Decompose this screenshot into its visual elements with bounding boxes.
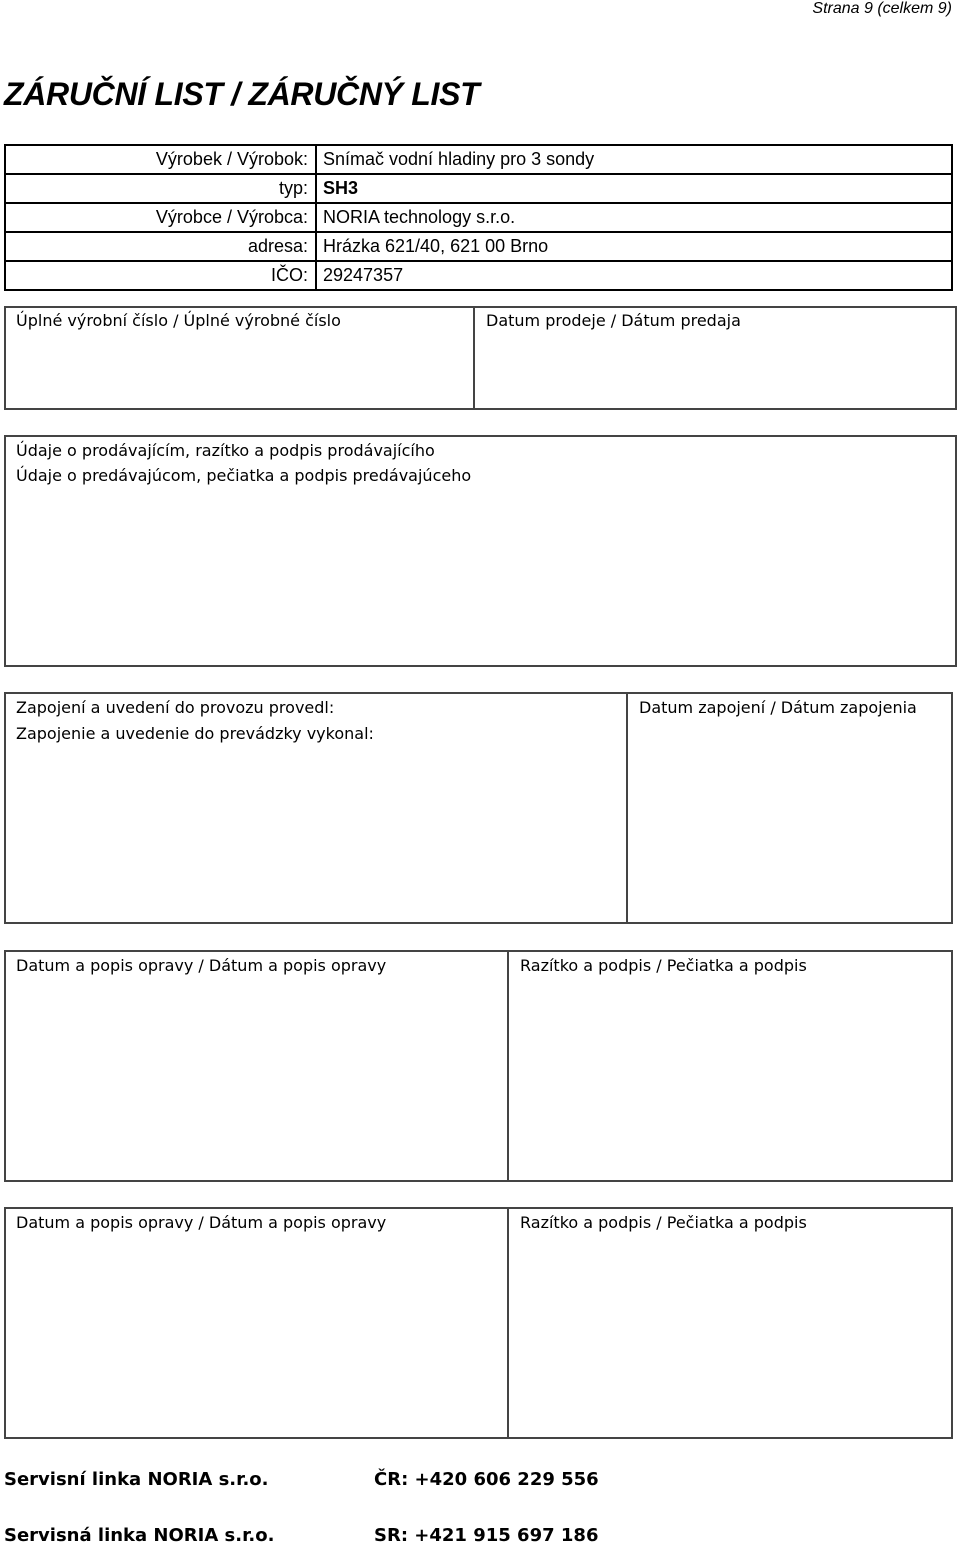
manufacturer-label: Výrobce / Výrobca: (6, 204, 317, 231)
sale-date-field-label: Datum prodeje / Dátum predaja (486, 311, 741, 330)
repair-field-label-1: Datum a popis opravy / Dátum a popis opravy (16, 956, 387, 975)
ico-row (6, 262, 951, 289)
type-label: typ: (6, 175, 317, 202)
type-row (6, 175, 951, 204)
manufacturer-value: NORIA technology s.r.o. (323, 207, 516, 227)
address-label: adresa: (6, 233, 317, 260)
type-value: SH3 (323, 178, 359, 198)
repair-divider-1 (507, 950, 509, 1182)
stamp-field-label-1: Razítko a podpis / Pečiatka a podpis (520, 956, 807, 975)
ico-value: 29247357 (323, 265, 404, 285)
installation-divider (626, 692, 628, 924)
product-info-table (4, 144, 953, 291)
page-title: ZÁRUČNÍ LIST / ZÁRUČNÝ LIST (4, 76, 480, 112)
product-row (6, 146, 951, 175)
page-number: Strana 9 (celkem 9) (812, 0, 952, 17)
ico-label: IČO: (6, 262, 317, 289)
repair-divider-2 (507, 1207, 509, 1439)
installation-field-label-cz: Zapojení a uvedení do provozu provedl: (16, 698, 335, 717)
service-line-cz-label: Servisní linka NORIA s.r.o. (4, 1469, 269, 1490)
serial-sale-divider (473, 306, 475, 410)
address-value: Hrázka 621/40, 621 00 Brno (323, 236, 549, 256)
installation-field-label-sk: Zapojenie a uvedenie do prevádzky vykonal: (16, 724, 374, 743)
address-row (6, 233, 951, 262)
product-label: Výrobek / Výrobok: (6, 146, 317, 173)
repair-box-1 (4, 950, 953, 1182)
service-line-sk-phone: SR: +421 915 697 186 (374, 1525, 599, 1546)
product-value: Snímač vodní hladiny pro 3 sondy (323, 149, 595, 169)
serial-number-field-label: Úplné výrobní číslo / Úplné výrobné číslo (16, 311, 341, 330)
manufacturer-row (6, 204, 951, 233)
stamp-field-label-2: Razítko a podpis / Pečiatka a podpis (520, 1213, 807, 1232)
seller-field-label-cz: Údaje o prodávajícím, razítko a podpis prodávajícího (16, 441, 435, 460)
service-line-cz-phone: ČR: +420 606 229 556 (374, 1469, 599, 1490)
service-line-sk-label: Servisná linka NORIA s.r.o. (4, 1525, 275, 1546)
seller-field-label-sk: Údaje o predávajúcom, pečiatka a podpis predávajúceho (16, 466, 472, 485)
installation-date-field-label: Datum zapojení / Dátum zapojenia (639, 698, 917, 717)
repair-box-2 (4, 1207, 953, 1439)
repair-field-label-2: Datum a popis opravy / Dátum a popis opravy (16, 1213, 387, 1232)
